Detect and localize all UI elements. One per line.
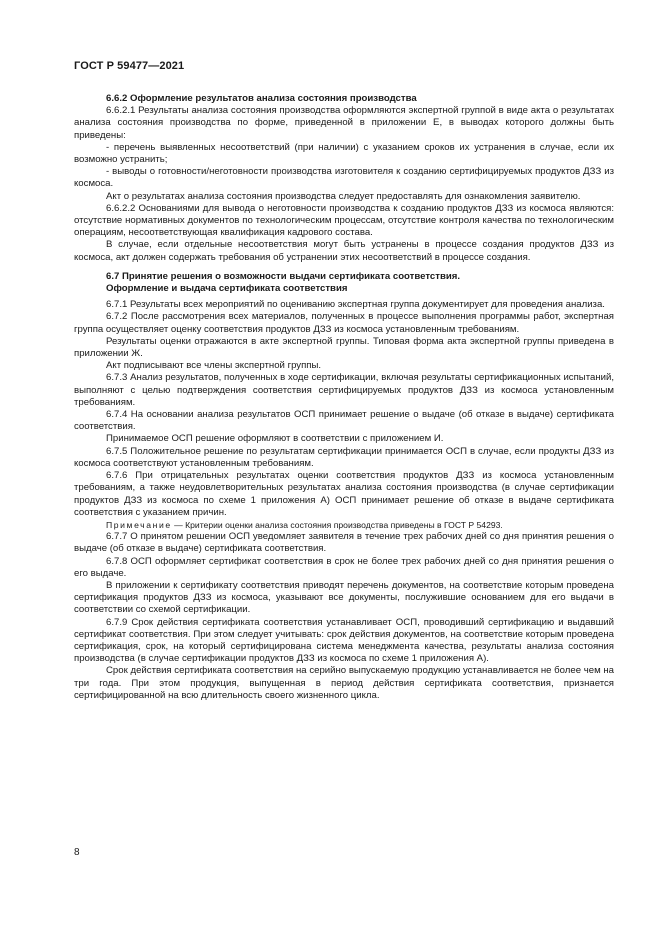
- paragraph: 6.7.2 После рассмотрения всех материалов, полученных в процессе выполнения программы работ, экспертная группа осуществляет оценку соответствия продуктов ДЗЗ из космоса установленным требованиям.: [74, 311, 614, 335]
- paragraph: Принимаемое ОСП решение оформляют в соответствии с приложением И.: [106, 433, 444, 445]
- paragraph: 6.7.5 Положительное решение по результатам сертификации принимается ОСП в случае, если продукты ДЗЗ из космоса соответствуют установленным требованиям.: [74, 445, 614, 469]
- paragraph: 6.7.7 О принятом решении ОСП уведомляет заявителя в течение трех рабочих дней со дня принятия решения о выдаче (об отказе в выдаче) сертификата соответствия.: [74, 531, 614, 555]
- paragraph: В приложении к сертификату соответствия приводят перечень документов, на соответствие которым проведена сертификация продуктов ДЗЗ из космоса, указывают все документы, послужившие основанием для его выдачи в соответствии со схемой сертификации.: [74, 579, 614, 616]
- section-title: 6.7 Принятие решения о возможности выдачи сертификата соответствия.: [106, 270, 461, 282]
- section-title: 6.6.2 Оформление результатов анализа состояния производства: [106, 93, 417, 104]
- paragraph: В случае, если отдельные несоответствия могут быть устранены в процессе создания продуктов ДЗЗ из космоса, акт должен содержать требования об устранении этих несоответствий в процессе создания.: [74, 239, 614, 263]
- paragraph: 6.7.8 ОСП оформляет сертификат соответствия в срок не более трех рабочих дней со дня принятия решения о его выдаче.: [74, 555, 614, 579]
- note: [74, 519, 614, 531]
- paragraph: 6.7.4 На основании анализа результатов ОСП принимает решение о выдаче (об отказе в выдаче) сертификата соответствия.: [74, 409, 614, 433]
- paragraph: Акт о результатах анализа состояния производства следует предоставлять для ознакомления заявителю.: [106, 190, 581, 202]
- paragraph: Результаты оценки отражаются в акте экспертной группы. Типовая форма акта экспертной группы приведена в приложении Ж.: [74, 335, 614, 360]
- paragraph: 6.7.3 Анализ результатов, полученных в ходе сертификации, включая результаты сертификационных испытаний, выполняют с целью подтверждения соответствия сертифицируемых продуктов ДЗЗ из космоса установленным требованиям.: [74, 372, 614, 408]
- document-body: [74, 93, 614, 702]
- note-text: — Критерии оценки анализа состояния производства приведены в ГОСТ Р 54293.: [171, 519, 503, 530]
- paragraph: Срок действия сертификата соответствия на серийно выпускаемую продукцию устанавливается не более чем на три года. При этом продукция, выпущенная в период действия сертификата соответствия, признается сертифицированной на всю длительность своего жизненного цикла.: [74, 665, 614, 701]
- paragraph: - выводы о готовности/неготовности производства изготовителя к созданию сертифицируемых продуктов ДЗЗ из космоса.: [74, 166, 614, 190]
- paragraph: 6.6.2.2 Основаниями для вывода о неготовности производства к созданию продуктов ДЗЗ из космоса являются: отсутствие нормативных документов по технологическим процессам, отсутствие контроля качества по технологическим операциям, несоответствующая квалификация кадрового состава.: [74, 202, 614, 239]
- document-header: ГОСТ Р 59477—2021: [74, 60, 185, 72]
- paragraph: 6.7.6 При отрицательных результатах оценки соответствия продуктов ДЗЗ из космоса установленным требованиям, а также неудовлетворительных результатах анализа состояния производства (в случае сертификации продуктов ДЗЗ из космоса по схеме 1 приложения А) ОСП принимает решение об отказе в выдаче сертификата соответствия с указанием причин.: [74, 470, 614, 518]
- paragraph: 6.6.2.1 Результаты анализа состояния производства оформляются экспертной группой в виде акта о результатах анализа состояния производства по форме, приведенной в приложении Е, в выводах которого должны быть приведены:: [74, 105, 614, 141]
- paragraph: - перечень выявленных несоответствий (при наличии) с указанием сроков их устранения в случае, если их возможно устранить;: [74, 141, 614, 166]
- section-subtitle: Оформление и выдача сертификата соответствия: [106, 283, 348, 295]
- paragraph: 6.7.9 Срок действия сертификата соответствия устанавливает ОСП, проводивший сертификацию и выдавший сертификат соответствия. При этом следует учитывать: срок действия документов, на соответствие которым проведена сертификация, срок, на который сертифицирована система менеджмента качества, результаты анализа состояния производства (в случае сертификации продуктов ДЗЗ из космоса по схеме 1 приложения А).: [74, 616, 614, 665]
- paragraph: 6.7.1 Результаты всех мероприятий по оцениванию экспертная группа документирует для проведения анализа.: [106, 299, 605, 311]
- paragraph: Акт подписывают все члены экспертной группы.: [106, 360, 322, 372]
- note-label: Примечание: [106, 519, 172, 530]
- page-number: 8: [74, 847, 80, 858]
